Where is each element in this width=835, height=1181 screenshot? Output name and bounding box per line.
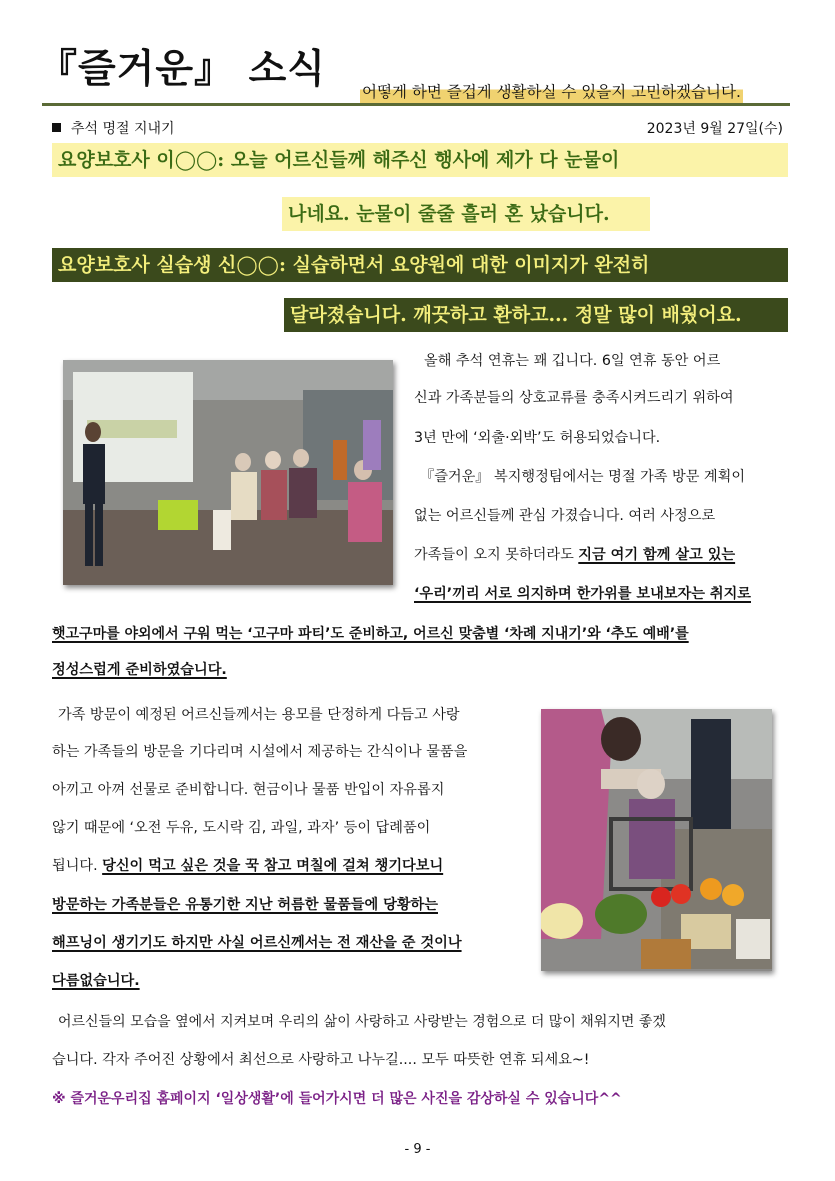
section-date: 2023년 9월 27일(수) bbox=[646, 121, 783, 137]
gathering-photo-illustration bbox=[63, 360, 393, 585]
page-number: - 9 - bbox=[404, 1142, 431, 1157]
para2-line-7: 해프닝이 생기기도 하지만 사실 어르신께서는 전 재산을 준 것이나 bbox=[52, 935, 462, 951]
page-subtitle: 어떻게 하면 즐겁게 생활하실 수 있을지 고민하겠습니다. bbox=[360, 80, 743, 104]
para1-line-5: 없는 어르신들께 관심 가졌습니다. 여러 사정으로 bbox=[414, 508, 716, 524]
page-title: 『즐거운』 소식 bbox=[38, 47, 326, 92]
section-heading bbox=[52, 118, 175, 138]
para3-line-2: 습니다. 각자 주어진 상황에서 최선으로 사랑하고 나누길.... 모두 따뜻한 연휴 되세요~! bbox=[52, 1052, 590, 1068]
para1-line-6 bbox=[414, 545, 735, 565]
homepage-footnote: ※ 즐거운우리집 홈페이지 ‘일상생활’에 들어가시면 더 많은 사진을 감상하실 수 있습니다^^ bbox=[52, 1091, 622, 1107]
quote-2-line-1: 요양보호사 실습생 신◯◯: 실습하면서 요양원에 대한 이미지가 완전히 bbox=[52, 248, 788, 282]
quote-1-line-2: 나네요. 눈물이 줄줄 흘러 혼 났습니다. bbox=[282, 197, 650, 231]
quote-2-line-2: 달라졌습니다. 깨끗하고 환하고... 정말 많이 배웠어요. bbox=[284, 298, 788, 332]
para1-line-9: 정성스럽게 준비하였습니다. bbox=[52, 662, 227, 678]
para2-line-2: 하는 가족들의 방문을 기다리며 시설에서 제공하는 간식이나 물품을 bbox=[52, 744, 468, 760]
header-rule bbox=[42, 103, 790, 106]
para2-line-5-plain: 됩니다. bbox=[52, 858, 103, 874]
para1-line-6-plain: 가족들이 오지 못하더라도 bbox=[414, 547, 579, 563]
ancestral-rite-photo-illustration bbox=[541, 709, 772, 971]
event-photo-gathering bbox=[63, 360, 393, 585]
para1-line-1: 올해 추석 연휴는 꽤 깁니다. 6일 연휴 동안 어르 bbox=[424, 353, 721, 369]
para1-line-3: 3년 만에 ‘외출·외박’도 허용되었습니다. bbox=[414, 430, 661, 446]
para2-line-1: 가족 방문이 예정된 어르신들께서는 용모를 단정하게 다듬고 사랑 bbox=[58, 707, 460, 723]
para1-line-2: 신과 가족분들의 상호교류를 충족시켜드리기 위하여 bbox=[414, 390, 734, 406]
para3-line-1: 어르신들의 모습을 옆에서 지켜보며 우리의 삶이 사랑하고 사랑받는 경험으로 더 많이 채워지면 좋겠 bbox=[58, 1014, 666, 1030]
para1-line-4: 『즐거운』 복지행정팀에서는 명절 가족 방문 계획이 bbox=[420, 469, 746, 485]
para2-line-6: 방문하는 가족분들은 유통기한 지난 허름한 물품들에 당황하는 bbox=[52, 897, 438, 913]
para2-line-8: 다름없습니다. bbox=[52, 973, 140, 989]
section-heading-text: 추석 명절 지내기 bbox=[71, 121, 175, 137]
quote-1-line-1: 요양보호사 이◯◯: 오늘 어르신들께 해주신 행사에 제가 다 눈물이 bbox=[52, 143, 788, 177]
bullet-square-icon bbox=[52, 123, 61, 132]
para1-line-8: 햇고구마를 야외에서 구워 먹는 ‘고구마 파티’도 준비하고, 어르신 맞춤별 ‘차례 지내기’와 ‘추도 예배’를 bbox=[52, 626, 689, 642]
para1-line-7: ‘우리’끼리 서로 의지하며 한가위를 보내보자는 취지로 bbox=[414, 586, 751, 602]
para2-line-5 bbox=[52, 856, 443, 876]
para2-line-5-emphasis: 당신이 먹고 싶은 것을 꾹 참고 며칠에 걸쳐 챙기다보니 bbox=[102, 858, 444, 874]
para2-line-4: 않기 때문에 ‘오전 두유, 도시락 김, 과일, 과자’ 등이 답례품이 bbox=[52, 820, 431, 836]
para2-line-3: 아끼고 아껴 선물로 준비합니다. 현금이나 물품 반입이 자유롭지 bbox=[52, 782, 445, 798]
event-photo-ancestral-rite bbox=[541, 709, 772, 971]
para1-line-6-emphasis: 지금 여기 함께 살고 있는 bbox=[578, 547, 736, 563]
